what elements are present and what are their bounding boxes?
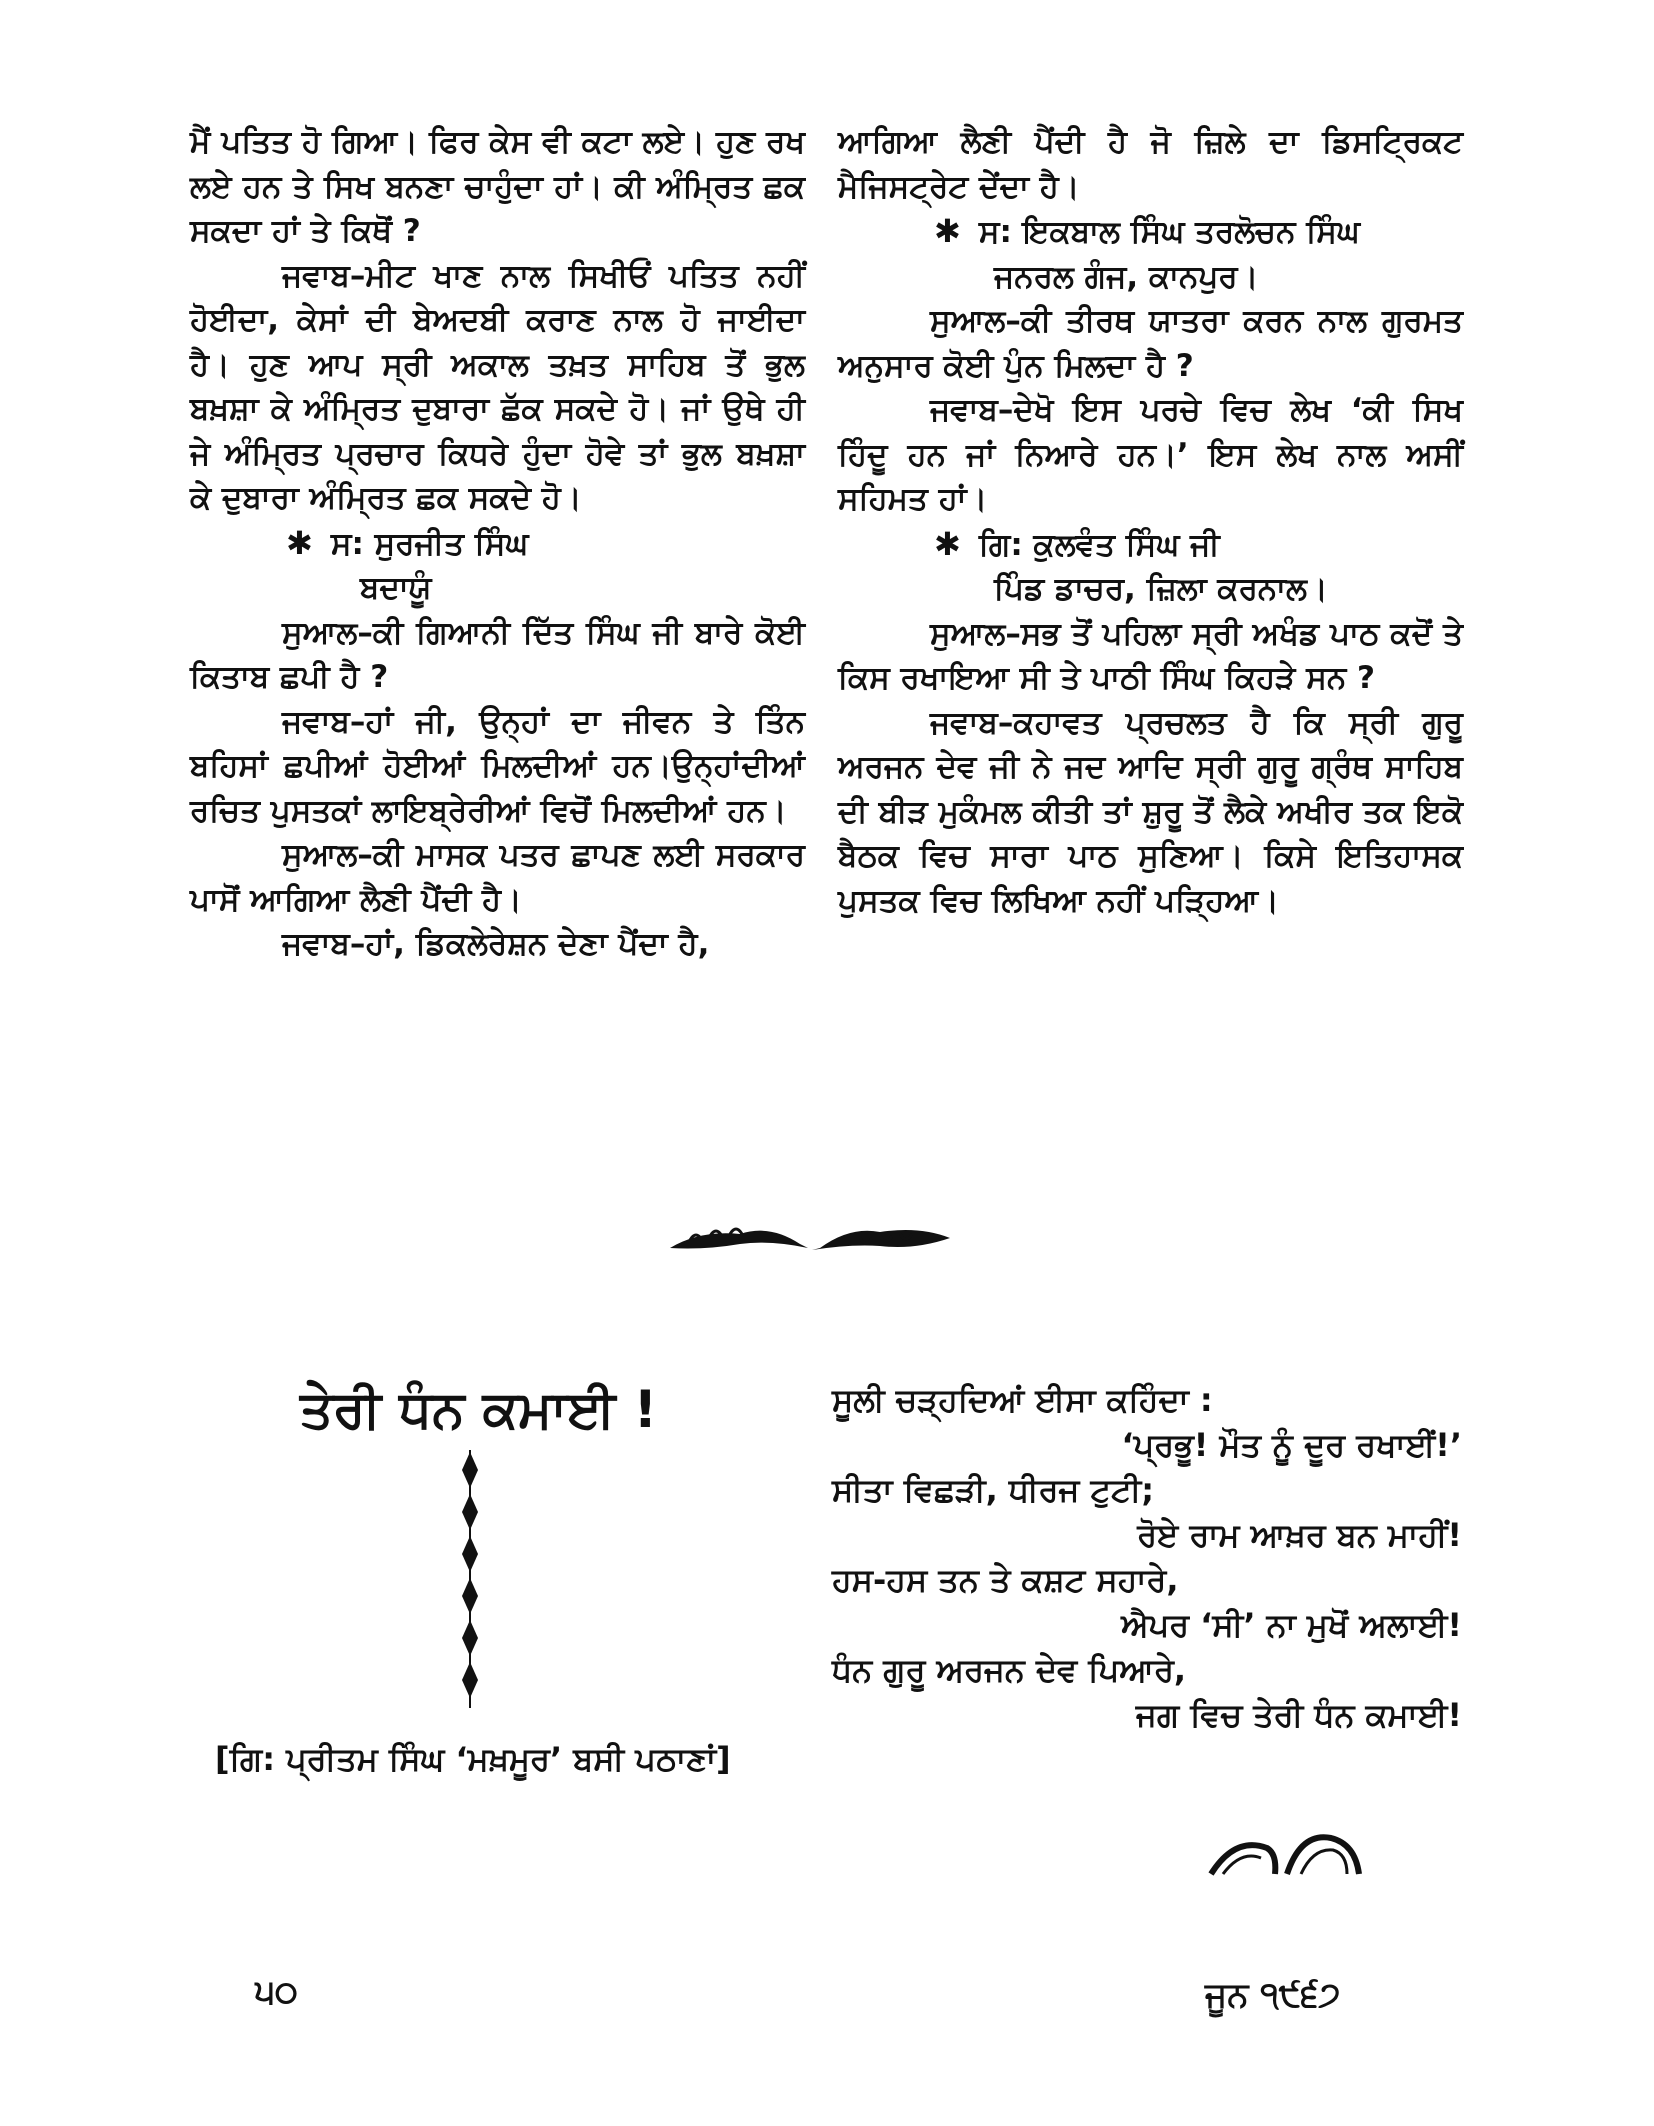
- asterisk-icon: ✱: [934, 212, 961, 250]
- right-paragraph-4: ਸੁਆਲ–ਸਭ ਤੋਂ ਪਹਿਲਾ ਸ੍ਰੀ ਅਖੰਡ ਪਾਠ ਕਦੋਂ ਤੇ ਕਿਸ ਰਖਾਇਆ ਸੀ ਤੇ ਪਾਠੀ ਸਿੰਘ ਕਿਹੜੇ ਸਨ ?: [838, 615, 1463, 696]
- poem-line-6: ਐਪਰ ‘ਸੀ’ ਨਾ ਮੁਖੋਂ ਅਲਾਈ!: [1121, 1606, 1462, 1644]
- poem-line-3: ਸੀਤਾ ਵਿਛੜੀ, ਧੀਰਜ ਟੁਟੀ;: [832, 1471, 1154, 1509]
- signature-1: [190, 521, 805, 567]
- left-paragraph-2: ਜਵਾਬ–ਮੀਟ ਖਾਣ ਨਾਲ ਸਿਖੀਓਂ ਪਤਿਤ ਨਹੀਂ ਹੋਈਦਾ, ਕੇਸਾਂ ਦੀ ਬੇਅਦਬੀ ਕਰਾਣ ਨਾਲ ਹੋ ਜਾਈਦਾ ਹੈ। ਹੁਣ ਆਪ ਸ੍ਰੀ ਅਕਾਲ ਤਖ਼ਤ ਸਾਹਿਬ ਤੋਂ ਭੁਲ ਬਖ਼ਸ਼ਾ ਕੇ ਅੰਮ੍ਰਿਤ ਦੁਬਾਰਾ ਛੱਕ ਸਕਦੇ ਹੋ। ਜਾਂ ਉਥੇ ਹੀ ਜੇ ਅੰਮ੍ਰਿਤ ਪ੍ਰਚਾਰ ਕਿਧਰੇ ਹੁੰਦਾ ਹੋਵੇ ਤਾਂ ਭੁਲ ਬਖ਼ਸ਼ਾ ਕੇ ਦੁਬਾਰਾ ਅੰਮ੍ਰਿਤ ਛਕ ਸਕਦੇ ਹੋ।: [190, 257, 805, 516]
- asterisk-icon: ✱: [286, 523, 313, 562]
- poem-line-2: ‘ਪ੍ਰਭੂ! ਮੌਤ ਨੂੰ ਦੂਰ ਰਖਾਈਂ!’: [1121, 1426, 1462, 1464]
- poem-line-4: ਰੋਏ ਰਾਮ ਆਖ਼ਰ ਬਨ ਮਾਹੀਂ!: [1137, 1516, 1462, 1554]
- signature-3-place: ਪਿੰਡ ਡਾਚਰ, ਜ਼ਿਲਾ ਕਰਨਾਲ।: [994, 571, 1328, 607]
- issue-date: ਜੂਨ ੧੯੬੭: [1205, 1975, 1341, 2015]
- poem-line-8: ਜਗ ਵਿਚ ਤੇਰੀ ਧੰਨ ਕਮਾਈ!: [1135, 1696, 1462, 1734]
- left-column: [190, 120, 805, 967]
- page-number: ੫੦: [255, 1972, 298, 2012]
- right-paragraph-2: ਸੁਆਲ–ਕੀ ਤੀਰਥ ਯਾਤਰਾ ਕਰਨ ਨਾਲ ਗੁਰਮਤ ਅਨੁਸਾਰ ਕੋਈ ਪੁੰਨ ਮਿਲਦਾ ਹੈ ?: [838, 303, 1463, 384]
- signature-2-name: ਸ: ਇਕਬਾਲ ਸਿੰਘ ਤਰਲੋਚਨ ਸਿੰਘ: [978, 214, 1360, 250]
- poem-line-5: ਹਸ-ਹਸ ਤਨ ਤੇ ਕਸ਼ਟ ਸਹਾਰੇ,: [832, 1561, 1179, 1599]
- poem-line-7: ਧੰਨ ਗੁਰੂ ਅਰਜਨ ਦੇਵ ਪਿਆਰੇ,: [832, 1651, 1187, 1689]
- right-paragraph-3: ਜਵਾਬ–ਦੇਖੋ ਇਸ ਪਰਚੇ ਵਿਚ ਲੇਖ ‘ਕੀ ਸਿਖ ਹਿੰਦੂ ਹਨ ਜਾਂ ਨਿਆਰੇ ਹਨ।’ ਇਸ ਲੇਖ ਨਾਲ ਅਸੀਂ ਸਹਿਮਤ ਹਾਂ।: [838, 392, 1463, 517]
- left-paragraph-4: ਜਵਾਬ–ਹਾਂ ਜੀ, ਉਨ੍ਹਾਂ ਦਾ ਜੀਵਨ ਤੇ ਤਿੰਨ ਬਹਿਸਾਂ ਛਪੀਆਂ ਹੋਈਆਂ ਮਿਲਦੀਆਂ ਹਨ।ਉਨ੍ਹਾਂਦੀਆਂ ਰਚਿਤ ਪੁਸਤਕਾਂ ਲਾਇਬ੍ਰੇਰੀਆਂ ਵਿਚੋਂ ਮਿਲਦੀਆਂ ਹਨ।: [190, 703, 805, 829]
- poem-line-1: ਸੂਲੀ ਚੜ੍ਹਦਿਆਂ ਈਸਾ ਕਹਿੰਦਾ :: [832, 1381, 1213, 1419]
- signature-2-place: ਜਨਰਲ ਗੰਜ, ਕਾਨਪੁਰ।: [994, 258, 1259, 295]
- left-paragraph-6: ਜਵਾਬ–ਹਾਂ, ਡਿਕਲੇਰੇਸ਼ਨ ਦੇਣਾ ਪੈਂਦਾ ਹੈ,: [282, 926, 710, 962]
- left-paragraph-5: ਸੁਆਲ–ਕੀ ਮਾਸਕ ਪਤਰ ਛਾਪਣ ਲਈ ਸਰਕਾਰ ਪਾਸੋਂ ਆਗਿਆ ਲੈਣੀ ਪੈਂਦੀ ਹੈ।: [190, 837, 805, 918]
- poem-text: [832, 1378, 1462, 1738]
- poem-credit: [ਗਿ: ਪ੍ਰੀਤਮ ਸਿੰਘ ‘ਮਖ਼ਮੂਰ’ ਬਸੀ ਪਠਾਣਾਂ]: [215, 1740, 731, 1778]
- signature-2: [838, 209, 1463, 255]
- signature-3-name: ਗਿ: ਕੁਲਵੰਤ ਸਿੰਘ ਜੀ: [978, 526, 1220, 563]
- signature-1-place: ਬਦਾਯੂੰ: [360, 570, 432, 606]
- right-paragraph-1: ਆਗਿਆ ਲੈਣੀ ਪੈਂਦੀ ਹੈ ਜੋ ਜ਼ਿਲੇ ਦਾ ਡਿਸਟ੍ਰਿਕਟ ਮੈਜਿਸਟ੍ਰੇਟ ਦੇਂਦਾ ਹੈ।: [838, 124, 1463, 205]
- left-paragraph-1: ਮੈਂ ਪਤਿਤ ਹੋ ਗਿਆ। ਫਿਰ ਕੇਸ ਵੀ ਕਟਾ ਲਏ। ਹੁਣ ਰਖ ਲਏ ਹਨ ਤੇ ਸਿਖ ਬਨਣਾ ਚਾਹੁੰਦਾ ਹਾਂ। ਕੀ ਅੰਮ੍ਰਿਤ ਛਕ ਸਕਦਾ ਹਾਂ ਤੇ ਕਿਥੋਂ ?: [190, 124, 805, 249]
- diamond-chain-icon: [458, 1450, 482, 1710]
- left-paragraph-3: ਸੁਆਲ–ਕੀ ਗਿਆਨੀ ਦਿੱਤ ਸਿੰਘ ਜੀ ਬਾਰੇ ਕੋਈ ਕਿਤਾਬ ਛਪੀ ਹੈ ?: [190, 614, 805, 695]
- right-paragraph-5: ਜਵਾਬ–ਕਹਾਵਤ ਪ੍ਰਚਲਤ ਹੈ ਕਿ ਸ੍ਰੀ ਗੁਰੂ ਅਰਜਨ ਦੇਵ ਜੀ ਨੇ ਜਦ ਆਦਿ ਸ੍ਰੀ ਗੁਰੂ ਗ੍ਰੰਥ ਸਾਹਿਬ ਦੀ ਬੀੜ ਮੁਕੰਮਲ ਕੀਤੀ ਤਾਂ ਸ਼ੁਰੂ ਤੋਂ ਲੈਕੇ ਅਖੀਰ ਤਕ ਇਕੋ ਬੈਠਕ ਵਿਚ ਸਾਰਾ ਪਾਠ ਸੁਣਿਆ। ਕਿਸੇ ਇਤਿਹਾਸਕ ਪੁਸਤਕ ਵਿਚ ਲਿਖਿਆ ਨਹੀਂ ਪੜ੍ਹਿਆ।: [838, 704, 1463, 919]
- poem-title: ਤੇਰੀ ਧੰਨ ਕਮਾਈ !: [300, 1380, 658, 1440]
- ornament-divider-icon: [660, 1210, 960, 1270]
- signature-1-name: ਸ: ਸੁਰਜੀਤ ਸਿੰਘ: [330, 525, 529, 562]
- asterisk-icon: ✱: [934, 524, 961, 563]
- right-column: [838, 120, 1463, 923]
- end-ornament-icon: [1205, 1828, 1365, 1882]
- signature-3: [838, 522, 1463, 568]
